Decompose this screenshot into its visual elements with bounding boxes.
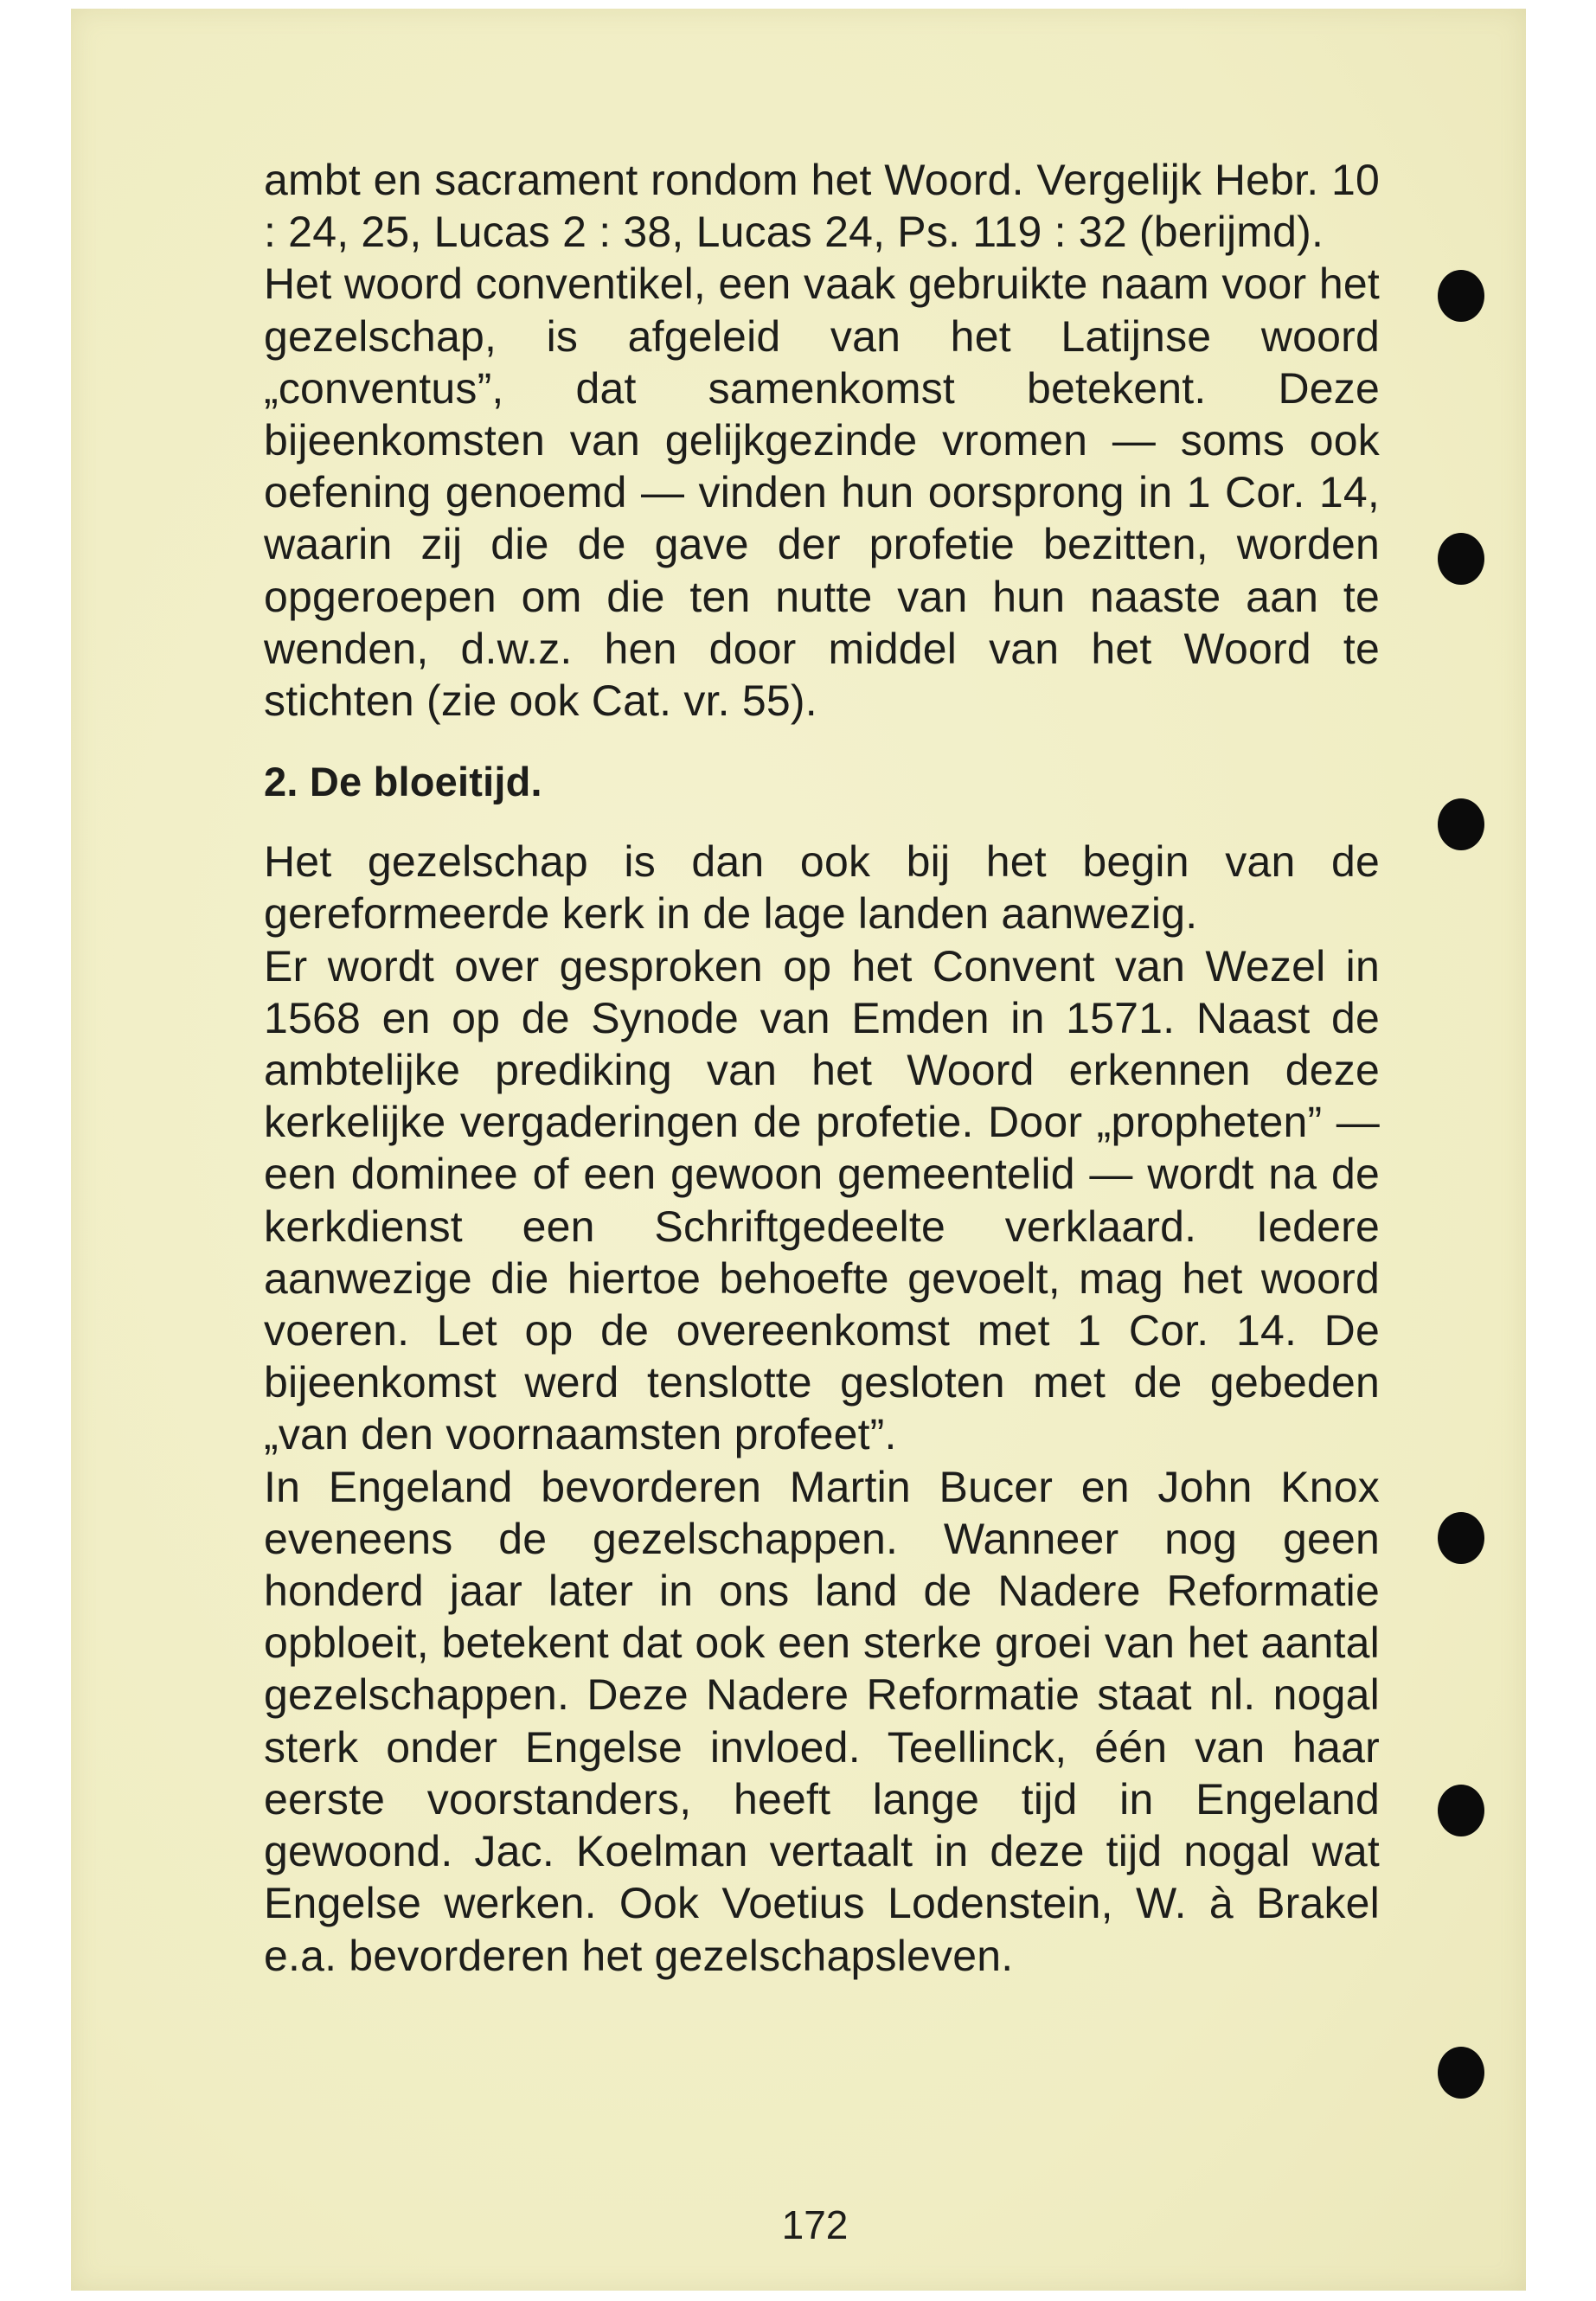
section-heading: 2. De bloeitijd. — [264, 759, 542, 805]
punch-hole-icon — [1438, 798, 1484, 850]
punch-hole-icon — [1438, 270, 1484, 322]
paragraph-engeland: In Engeland bevorderen Martin Bucer en John Knox eveneens de gezelschappen. Wanneer nog geen honderd jaar later in ons land de Nadere Reformatie opbloeit, betekent dat ook een sterke groei van het aantal gezelschappen. Deze Nadere Reformatie staat nl. nogal sterk onder Engelse invloed. Teellinck, één van haar eerste voorstanders, heeft lange tijd in Engeland gewoond. Jac. Koelman vertaalt in deze tijd nogal wat Engelse werken. Ook Voetius Lodenstein, W. à Brakel e.a. bevorderen het gezelschapsleven. — [264, 1462, 1380, 1980]
paragraph-begin: Het gezelschap is dan ook bij het begin van de gereformeerde kerk in de lage landen aanwezig. — [264, 837, 1380, 939]
paragraph-intro: ambt en sacrament rondom het Woord. Vergelijk Hebr. 10 : 24, 25, Lucas 2 : 38, Lucas 24, Ps. 119 : 32 (berijmd). — [264, 156, 1380, 257]
paragraph-wezel-emden: Er wordt over gesproken op het Convent van Wezel in 1568 en op de Synode van Emden in 1571. Naast de ambtelijke prediking van het Woord erkennen deze kerkelijke vergaderingen de profetie. Door „propheten” — een dominee of een gewoon gemeentelid — wordt na de kerkdienst een Schriftgedeelte verklaard. Iedere aanwezige die hiertoe behoefte gevoelt, mag het woord voeren. Let op de overeenkomst met 1 Cor. 14. De bijeenkomst werd tenslotte gesloten met de gebeden „van den voornaamsten profeet”. — [264, 941, 1380, 1459]
paragraph-conventikel: Het woord conventikel, een vaak gebruikte naam voor het gezelschap, is afgeleid van het Latijnse woord „conventus”, dat samenkomst betekent. Deze bijeenkomsten van gelijkgezinde vromen — soms ook oefening genoemd — vinden hun oorsprong in 1 Cor. 14, waarin zij die de gave der profetie bezitten, worden opgeroepen om die ten nutte van hun naaste aan te wenden, d.w.z. hen door middel van het Woord te stichten (zie ook Cat. vr. 55). — [264, 260, 1380, 726]
punch-hole-icon — [1438, 2047, 1484, 2099]
book-page — [71, 9, 1526, 2291]
punch-hole-icon — [1438, 533, 1484, 585]
body-text — [264, 154, 1380, 1982]
punch-hole-icon — [1438, 1512, 1484, 1564]
page-number: 172 — [781, 2202, 849, 2247]
punch-hole-icon — [1438, 1785, 1484, 1836]
